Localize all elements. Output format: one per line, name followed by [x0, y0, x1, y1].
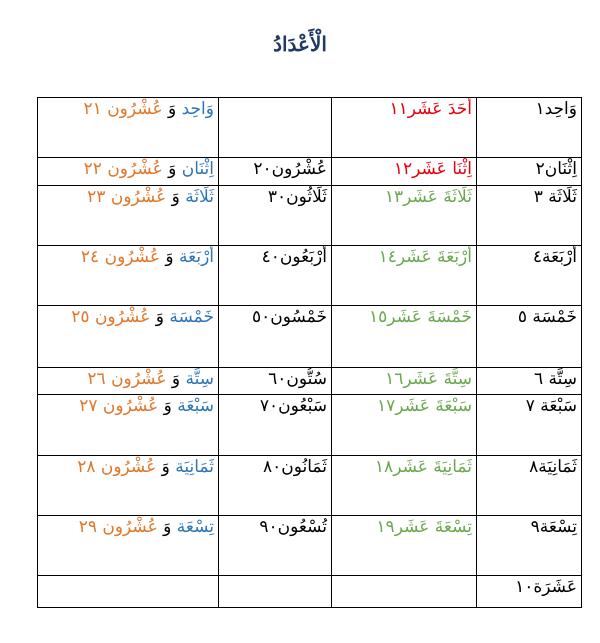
table-row — [38, 576, 582, 608]
cell-tens: ثَلَاثُون٣٠ — [219, 186, 332, 246]
cell-tens: سُتُّون٦٠ — [219, 368, 332, 395]
cell-teens: ثَلَاثَةَ عَشَر١٣ — [332, 186, 477, 246]
compound-unit: سِتَّة — [185, 369, 214, 389]
cell-teens: اِثْنَا عَشَر١٢ — [332, 158, 477, 186]
cell-ones: عَشَرَة١٠ — [477, 576, 582, 608]
compound-twenty: عُشْرُون ٢٤ — [80, 247, 160, 267]
compound-unit: خَمْسَة — [169, 307, 214, 327]
compound-and: وَ — [162, 159, 182, 179]
table-row — [38, 368, 582, 395]
cell-twenties — [38, 576, 219, 608]
compound-and: وَ — [166, 369, 186, 389]
table-row — [38, 246, 582, 306]
cell-ones: سِتَّة ٦ — [477, 368, 582, 395]
cell-ones: خَمْسَة ٥ — [477, 306, 582, 368]
table-row — [38, 158, 582, 186]
cell-twenties — [38, 395, 219, 456]
table-row — [38, 186, 582, 246]
cell-ones: ثَمَانِيَة٨ — [477, 456, 582, 516]
compound-and: وَ — [158, 396, 178, 416]
compound-unit: سَبْعَة — [177, 396, 214, 416]
cell-tens: ثَمَانُون٨٠ — [219, 456, 332, 516]
cell-ones: وَاحِد١ — [477, 98, 582, 158]
compound-unit: تِسْعَة — [176, 517, 214, 537]
cell-teens: أَحَدَ عَشَر١١ — [332, 98, 477, 158]
compound-and: وَ — [166, 187, 186, 207]
cell-twenties — [38, 456, 219, 516]
cell-ones: ثَلَاثَة ٣ — [477, 186, 582, 246]
cell-tens — [219, 576, 332, 608]
cell-ones: سَبْعَة ٧ — [477, 395, 582, 456]
cell-ones: تِسْعَة٩ — [477, 516, 582, 576]
cell-twenties — [38, 306, 219, 368]
cell-twenties — [38, 158, 219, 186]
cell-teens: سَبْعَةَ عَشَر١٧ — [332, 395, 477, 456]
cell-tens: سَبْعُون٧٠ — [219, 395, 332, 456]
cell-twenties — [38, 246, 219, 306]
compound-and: وَ — [159, 247, 180, 267]
cell-teens: سِتَّةَ عَشَر١٦ — [332, 368, 477, 395]
cell-teens: ثَمَانِيَةَ عَشَر١٨ — [332, 456, 477, 516]
cell-teens: تِسْعَةَ عَشَر١٩ — [332, 516, 477, 576]
compound-and: وَ — [156, 457, 176, 477]
cell-tens — [219, 98, 332, 158]
table-row — [38, 456, 582, 516]
cell-teens: أَرْبَعَةَ عَشَر١٤ — [332, 246, 477, 306]
compound-unit: اِثْنَان — [181, 159, 214, 179]
compound-unit: أَرْبَعَة — [179, 247, 214, 267]
cell-twenties — [38, 98, 219, 158]
cell-twenties — [38, 186, 219, 246]
cell-twenties — [38, 516, 219, 576]
compound-twenty: عُشْرُون ٢٥ — [71, 307, 151, 327]
table-row — [38, 306, 582, 368]
compound-unit: ثَمَانِيَة — [175, 457, 214, 477]
compound-unit: ثَلَاثَة — [185, 187, 214, 207]
table-row — [38, 395, 582, 456]
cell-teens: خَمْسَةَ عَشَر١٥ — [332, 306, 477, 368]
compound-twenty: عُشْرُون ٢٩ — [78, 517, 158, 537]
cell-tens: عُشْرُون٢٠ — [219, 158, 332, 186]
compound-twenty: عُشْرُون ٢٨ — [77, 457, 157, 477]
page-title: الْأَعْدَادُ — [273, 32, 327, 56]
compound-twenty: عُشْرُون ٢٧ — [79, 396, 159, 416]
cell-teens — [332, 576, 477, 608]
compound-twenty: عُشْرُون ٢١ — [83, 99, 163, 119]
compound-and: وَ — [157, 517, 177, 537]
cell-twenties — [38, 368, 219, 395]
compound-and: وَ — [150, 307, 170, 327]
cell-ones: اِثْنَان٢ — [477, 158, 582, 186]
compound-and: وَ — [162, 99, 182, 119]
compound-twenty: عُشْرُون ٢٦ — [87, 369, 167, 389]
table-row — [38, 516, 582, 576]
cell-tens: تُسْعُون٩٠ — [219, 516, 332, 576]
compound-twenty: عُشْرُون ٢٢ — [83, 159, 163, 179]
cell-tens: أَرْبَعُون٤٠ — [219, 246, 332, 306]
compound-twenty: عُشْرُون ٢٣ — [87, 187, 167, 207]
cell-tens: خَمْسُون٥٠ — [219, 306, 332, 368]
table-row — [38, 98, 582, 158]
compound-unit: وَاحِد — [181, 99, 214, 119]
cell-ones: أَرْبَعَة٤ — [477, 246, 582, 306]
numbers-table — [37, 97, 582, 608]
